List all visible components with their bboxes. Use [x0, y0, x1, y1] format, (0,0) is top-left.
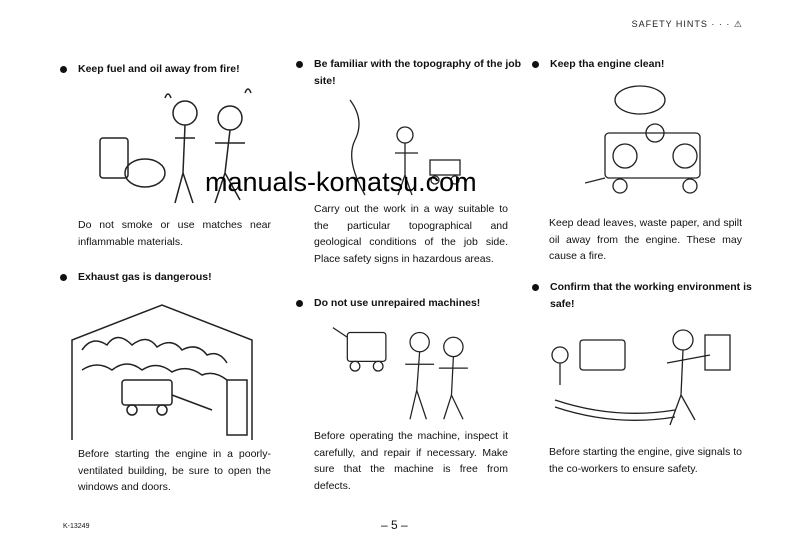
section-heading — [296, 295, 529, 312]
illustration-signal-coworkers — [545, 315, 745, 440]
bullet-icon — [532, 284, 539, 291]
section-body: Before operating the machine, inspect it carefully, and repair if necessary. Make sure that the machine is free from defects. — [314, 430, 508, 492]
section-body: Before starting the engine in a poorly-ventilated building, be sure to open the windows and doors. — [78, 448, 271, 493]
heading-text: Keep tha engine clean! — [550, 58, 665, 70]
illustration-exhaust-building — [62, 300, 262, 442]
section-heading — [60, 61, 303, 78]
section-body: Before starting the engine, give signals to the co-workers to ensure safety. — [549, 446, 742, 475]
bullet-icon — [532, 61, 539, 68]
section-body: Do not smoke or use matches near inflammable materials. — [78, 219, 271, 248]
heading-text: Exhaust gas is dangerous! — [78, 271, 212, 283]
warning-triangle-icon: ⚠ — [733, 19, 743, 29]
heading-text: Keep fuel and oil away from fire! — [78, 63, 240, 75]
heading-text: Confirm that the working environment is safe! — [550, 281, 752, 310]
section-heading — [532, 56, 765, 73]
illustration-unrepaired-machine — [325, 318, 495, 426]
section-heading — [532, 279, 765, 313]
section-heading — [296, 56, 529, 90]
document-code: K-13249 — [63, 523, 90, 530]
illustration-clean-engine — [585, 78, 725, 200]
heading-text: Do not use unrepaired machines! — [314, 297, 481, 309]
bullet-icon — [60, 66, 67, 73]
section-body: Keep dead leaves, waste paper, and spilt oil away from the engine. These may cause a fire. — [549, 217, 742, 262]
header-title: SAFETY HINTS · · · — [631, 19, 731, 29]
running-header — [632, 18, 743, 30]
section-heading — [60, 269, 303, 286]
watermark: manuals-komatsu.com — [205, 167, 477, 197]
bullet-icon — [296, 300, 303, 307]
section-body: Carry out the work in a way suitable to the particular topographical and geological conditions of the job side. Place safety signs in hazardous areas. — [314, 203, 508, 265]
heading-text: Be familiar with the topography of the job site! — [314, 58, 522, 87]
bullet-icon — [60, 274, 67, 281]
bullet-icon — [296, 61, 303, 68]
page-number: – 5 – — [381, 518, 408, 532]
